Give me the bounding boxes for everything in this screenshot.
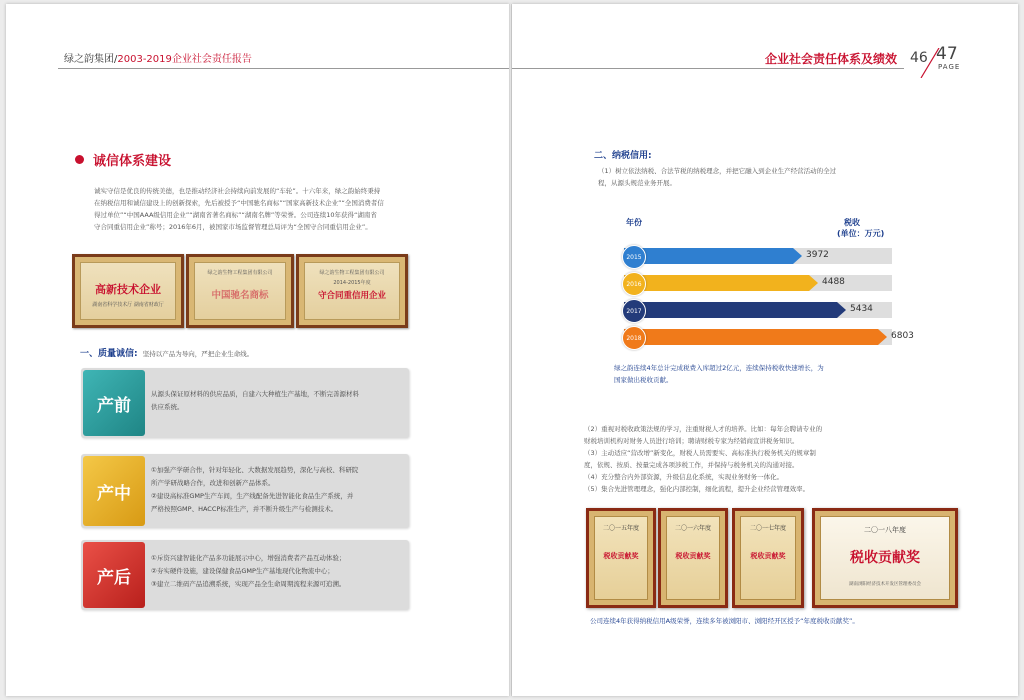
year-label-2015: 2015	[622, 245, 646, 269]
stage-line: ①斥资兴建智能化产品多功能展示中心，增强消费者产品互动体验；	[151, 554, 346, 562]
year-label-2018: 2018	[622, 326, 646, 350]
section-title: 诚信体系建设	[93, 154, 172, 169]
tax-certificate-2015	[586, 508, 656, 608]
year-label-2016: 2016	[622, 272, 646, 296]
paragraph-line: （4）充分整合内外部资源，升级信息化系统，实现业务财务一体化。	[584, 473, 784, 481]
certificate-famous-trademark	[186, 254, 294, 328]
paragraph-line: 财税培训机构对财务人员进行培训；聘请财税专家为经销商宣讲税务知识。	[584, 437, 799, 445]
tax-certificate-2016	[658, 508, 728, 608]
certificate-issuer: 湖南浏阳经济技术开发区管理委员会	[849, 582, 921, 587]
certificate-holder: 绿之韵生物工程集团有限公司	[207, 270, 273, 276]
tax-paragraph-2	[584, 423, 822, 495]
value-label-2018: 6803	[891, 331, 914, 341]
value-label-2015: 3972	[806, 250, 829, 260]
paragraph-line: 程，从源头规范业务开展。	[598, 179, 676, 187]
section-header: 企业社会责任体系及绩效	[765, 52, 898, 66]
report-name: 2003-2019企业社会责任报告	[117, 54, 252, 65]
stage-label: 产后	[83, 542, 145, 608]
tax-certificate-2018	[812, 508, 958, 608]
page-number-right: 47	[936, 44, 958, 64]
paragraph-line: （3）主动适应“营改增”新变化，财税人员需要实、高标准执行税务机关的规章制	[584, 449, 816, 457]
certificate-title: 税收贡献奖	[675, 552, 711, 560]
chart-axis-year: 年份	[626, 218, 642, 227]
certificate-title: 税收贡献奖	[850, 550, 920, 566]
header-rule	[512, 68, 904, 69]
stage-line: 严格按照GMP、HACCP标准生产，并不断升级生产与检测技术。	[151, 505, 338, 513]
intro-line: 得过单位”“中国AAA级信用企业”“湖南省著名商标”“湖南名牌”等荣誉。公司连续10年获得“湖南省	[94, 211, 377, 219]
stage-line: ③建立二维码产品追溯系统，实现产品全生命周期流程来源可追溯。	[151, 580, 346, 588]
certificate-title: 高新技术企业	[95, 283, 161, 296]
paragraph-line: （1）树立依法纳税、合法节税的纳税理念，并把它融入到企业生产经营活动的全过	[598, 167, 837, 175]
page-number-left: 46	[910, 50, 928, 66]
stage-line: 供应系统。	[151, 403, 184, 411]
value-label-2016: 4488	[822, 277, 845, 287]
stage-line: 从源头保证原材料的供应品质，自建六大种植生产基地，不断完善源材料	[151, 390, 359, 398]
quality-heading	[80, 341, 253, 360]
certificate-issuer: 湖南省科学技术厅 湖南省财政厅	[92, 302, 164, 308]
stage-label: 产中	[83, 456, 145, 526]
header-separator: /	[114, 54, 118, 65]
intro-line: 诚实守信是优良的传统美德，也是推动经济社会持续向前发展的“车轮”。十六年来，绿之韵始终秉持	[94, 187, 381, 195]
bar-2016	[624, 275, 818, 291]
chart-axis-tax: 税收	[844, 218, 860, 227]
certificate-year: 2014-2015年度	[333, 280, 371, 286]
intro-line: 在纳税信用和诚信建设上的创新探索，先后被授予“中国驰名商标”“国家高新技术企业”“全国消费者信	[94, 199, 384, 207]
note-line: 国家做出税收贡献。	[614, 376, 673, 384]
left-page	[6, 4, 509, 696]
certificate-title: 守合同重信用企业	[317, 291, 386, 301]
report-header	[64, 50, 252, 65]
value-label-2017: 5434	[850, 304, 873, 314]
quality-desc: 坚持以产品为导向，严把企业生命线。	[142, 350, 254, 358]
stage-post-production	[81, 540, 409, 610]
header-rule	[58, 68, 509, 69]
paragraph-line: （2）重视对税收政策法规的学习，注重财税人才的培养。比如：每年会聘请专业的	[584, 425, 823, 433]
tax-note	[614, 362, 824, 386]
paragraph-line: （5）集合先进管理理念，强化内部控制，细化流程，提升企业经营管理效率。	[584, 485, 810, 493]
tax-certificate-2017	[732, 508, 804, 608]
certificate-title: 税收贡献奖	[750, 552, 786, 560]
certificate-high-tech	[72, 254, 184, 328]
stage-line: ②夯实硬件设施，建设保健食品GMP生产基地现代化物流中心；	[151, 567, 334, 575]
certificate-holder: 绿之韵生物工程集团有限公司	[319, 270, 385, 276]
certificate-year: 二〇一五年度	[602, 525, 639, 532]
quality-title: 一、质量诚信:	[80, 349, 138, 359]
stage-pre-production	[81, 368, 409, 438]
stage-text	[151, 464, 358, 516]
footer-caption: 公司连续4年获得纳税信用A级荣誉，连续多年被浏阳市、浏阳经开区授予“年度税收贡献奖”。	[590, 617, 859, 625]
bar-2018	[624, 329, 887, 345]
right-page	[512, 4, 1018, 696]
certificate-year: 二〇一六年度	[674, 525, 711, 532]
certificate-contract-credit	[296, 254, 408, 328]
note-line: 绿之韵连续4年总计完成税费入库超过2亿元，连续保持税收快速增长，为	[614, 364, 824, 372]
stage-line: 所产学研战略合作，改进和创新产品体系。	[151, 479, 275, 487]
paragraph-line: 度，依规、按质、按量完成各项涉税工作，并保持与税务机关的沟通对接。	[584, 461, 799, 469]
certificate-title: 税收贡献奖	[603, 552, 639, 560]
intro-paragraph	[94, 185, 384, 233]
bar-2015	[624, 248, 802, 264]
bullet-icon	[75, 155, 84, 164]
bar-2017	[624, 302, 846, 318]
stage-text	[151, 388, 359, 414]
certificate-year: 二〇一七年度	[749, 525, 786, 532]
intro-line: 守合同重信用企业”称号；2016年6月，被国家市场监督管理总局评为“全国守合同重信用企业”。	[94, 223, 372, 231]
tax-credit-title: 二、纳税信用:	[594, 151, 652, 161]
company-name: 绿之韵集团	[64, 54, 114, 65]
stage-line: ②建设高标准GMP生产车间，生产线配备先进智能化食品生产系统，并	[151, 492, 354, 500]
stage-line: ①加强产学研合作，针对年轻化、大数据发展趋势，深化与高校、科研院	[151, 466, 359, 474]
year-label-2017: 2017	[622, 299, 646, 323]
stage-label: 产前	[83, 370, 145, 436]
certificate-title: 中国驰名商标	[211, 290, 269, 301]
tax-paragraph-1	[598, 165, 836, 189]
page-label: PAGE	[938, 63, 961, 71]
stage-in-production	[81, 454, 409, 528]
stage-text	[151, 552, 345, 591]
chart-unit: (单位：万元)	[837, 229, 885, 238]
certificate-year: 二〇一八年度	[864, 526, 906, 534]
